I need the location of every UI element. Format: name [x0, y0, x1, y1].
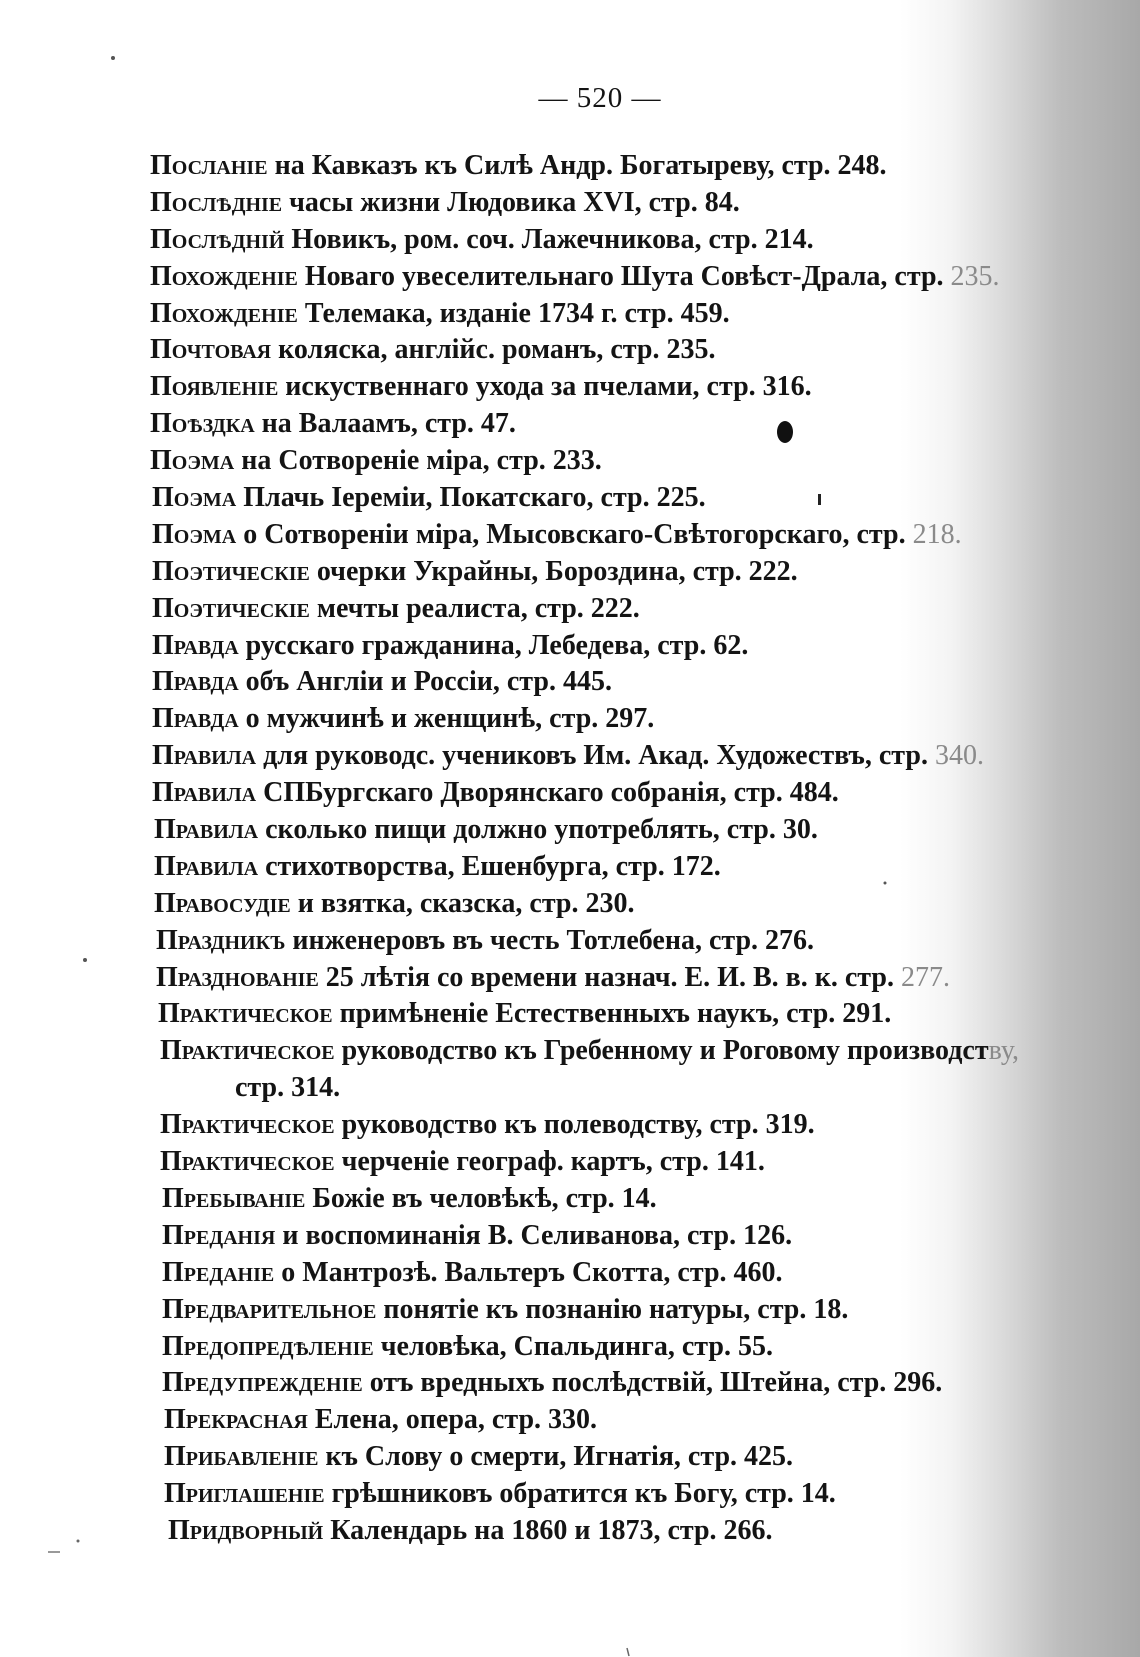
index-entry — [0, 738, 1140, 775]
entry-lead-word: Поэма — [150, 445, 235, 477]
index-entry — [0, 849, 1140, 886]
entry-text: о мужчинѣ и женщинѣ, стр. 297. — [238, 703, 655, 735]
entry-lead-word: Правосудіе — [154, 887, 291, 919]
entry-lead-word: Поэтическіе — [152, 555, 310, 587]
index-entry — [0, 222, 1140, 259]
entry-lead-word: Правда — [152, 666, 239, 698]
entry-lead-word: Почтовая — [150, 334, 272, 366]
index-entry — [0, 960, 1140, 997]
entry-lead-word: Пребываніе — [162, 1182, 306, 1214]
entry-lead-word: Практическое — [160, 1146, 335, 1178]
entry-lead-word: Появленіе — [150, 371, 279, 403]
entry-lead-word: Практическое — [158, 998, 333, 1030]
entry-text: понятіе къ познанію натуры, стр. 18. — [376, 1293, 849, 1325]
entry-page-ref-faded: 235. — [950, 260, 1000, 292]
entry-text: руководство къ полеводству, стр. 319. — [334, 1109, 815, 1141]
entry-text: стихотворства, Ешенбурга, стр. 172. — [258, 850, 721, 882]
index-entry — [0, 591, 1140, 628]
index-entry — [0, 775, 1140, 812]
entry-text: на Сотвореніе міра, стр. 233. — [234, 445, 602, 477]
index-entry — [0, 480, 1140, 517]
index-entry — [0, 554, 1140, 591]
index-entry — [0, 1439, 1140, 1476]
entry-text: часы жизни Людовика XVI, стр. 84. — [282, 186, 740, 218]
entry-text: на Валаамъ, стр. 47. — [254, 408, 516, 440]
index-entry — [0, 1513, 1140, 1550]
index-entry — [0, 1107, 1140, 1144]
entry-lead-word: Правила — [154, 850, 259, 882]
entry-text: объ Англіи и Россіи, стр. 445. — [238, 666, 612, 698]
index-entry — [0, 185, 1140, 222]
entry-text: русскаго гражданина, Лебедева, стр. 62. — [238, 629, 749, 661]
index-entry — [0, 1365, 1140, 1402]
entry-lead-word: Правила — [152, 740, 257, 772]
entry-text: для руководс. учениковъ Им. Акад. Художествъ, стр. — [256, 740, 935, 772]
index-entry — [0, 1255, 1140, 1292]
entry-text: искуственнаго ухода за пчелами, стр. 316. — [278, 371, 812, 403]
entry-text: Новаго увеселительнаго Шута Совѣст-Драла, стр. — [297, 260, 951, 292]
entry-text: и взятка, сказска, стр. 230. — [290, 887, 635, 919]
entry-lead-word: Придворный — [168, 1514, 324, 1546]
index-entries — [0, 148, 1140, 1550]
entry-text: на Кавказъ къ Силѣ Андр. Богатыреву, стр. 248. — [267, 150, 887, 181]
entry-text: о Сотвореніи міра, Мысовскаго-Свѣтогорскаго, стр. — [236, 518, 913, 550]
index-entry — [0, 1329, 1140, 1366]
entry-text: человѣка, Спальдинга, стр. 55. — [373, 1330, 773, 1362]
entry-text: Елена, опера, стр. 330. — [307, 1404, 598, 1436]
entry-text: Телемака, изданіе 1734 г. стр. 459. — [297, 297, 730, 329]
index-entry — [0, 1476, 1140, 1513]
entry-page-ref-faded: 277. — [900, 961, 950, 993]
entry-lead-word: Правда — [152, 629, 239, 661]
entry-page-ref-faded: 340. — [934, 740, 984, 772]
index-entry — [0, 296, 1140, 333]
entry-lead-word: Поѣздка — [150, 408, 255, 440]
entry-lead-word: Практическое — [160, 1035, 335, 1067]
entry-lead-word: Послѣдніе — [150, 186, 283, 218]
entry-text: 25 лѣтія со времени назнач. Е. И. В. в. к. стр. — [318, 961, 901, 993]
entry-lead-word: Послѣдній — [150, 223, 285, 255]
index-entry — [0, 886, 1140, 923]
entry-lead-word: Правила — [152, 777, 257, 809]
index-entry — [0, 996, 1140, 1033]
dust-speck — [111, 56, 115, 60]
entry-lead-word: Праздникъ — [156, 924, 286, 956]
index-entry — [0, 628, 1140, 665]
entry-text: Божіе въ человѣкѣ, стр. 14. — [305, 1182, 657, 1214]
entry-lead-word: Правда — [152, 703, 239, 735]
entry-page-ref-faded: ву, — [988, 1035, 1020, 1067]
index-entry — [0, 148, 1140, 185]
entry-lead-word: Преданія — [162, 1219, 276, 1251]
entry-lead-word: Предварительное — [162, 1293, 377, 1325]
entry-text: руководство къ Гребенному и Роговому производст — [334, 1035, 989, 1067]
index-entry — [0, 1292, 1140, 1329]
entry-text: грѣшниковъ обратится къ Богу, стр. 14. — [324, 1478, 836, 1510]
index-entry — [0, 259, 1140, 296]
entry-lead-word: Предопредѣленіе — [162, 1330, 374, 1362]
index-entry — [0, 812, 1140, 849]
entry-lead-word: Практическое — [160, 1109, 335, 1141]
index-entry — [0, 664, 1140, 701]
entry-text: очерки Украйны, Бороздина, стр. 222. — [309, 555, 798, 587]
entry-text: о Мантрозѣ. Вальтеръ Скотта, стр. 460. — [274, 1256, 783, 1288]
entry-lead-word: Предупрежденіе — [162, 1367, 363, 1399]
entry-text: Календарь на 1860 и 1873, стр. 266. — [323, 1514, 773, 1546]
entry-text: инженеровъ въ честь Тотлебена, стр. 276. — [285, 924, 815, 956]
entry-lead-word: Прекрасная — [164, 1404, 308, 1436]
index-entry — [0, 406, 1140, 443]
entry-text: черченіе географ. картъ, стр. 141. — [334, 1146, 765, 1178]
entry-lead-word: Посланіе — [150, 150, 268, 181]
index-entry — [0, 1181, 1140, 1218]
index-entry — [0, 332, 1140, 369]
entry-lead-word: Прибавленіе — [164, 1441, 319, 1473]
entry-text: СПБургскаго Дворянскаго собранія, стр. 484. — [256, 777, 839, 809]
entry-lead-word: Преданіе — [162, 1256, 275, 1288]
entry-text: къ Слову о смерти, Игнатія, стр. 425. — [318, 1441, 794, 1473]
entry-lead-word: Правила — [154, 814, 259, 846]
entry-text: мечты реалиста, стр. 222. — [309, 592, 640, 624]
index-entry — [0, 923, 1140, 960]
index-entry — [0, 701, 1140, 738]
index-entry — [0, 1402, 1140, 1439]
entry-text: сколько пищи должно употреблять, стр. 30. — [258, 814, 818, 846]
entry-continuation: стр. 314. — [235, 1072, 341, 1104]
entry-lead-word: Поэма — [152, 482, 237, 514]
index-entry — [0, 1033, 1140, 1107]
entry-lead-word: Поэтическіе — [152, 592, 310, 624]
index-entry — [0, 369, 1140, 406]
entry-text: коляска, англійс. романъ, стр. 235. — [271, 334, 716, 366]
index-entry — [0, 517, 1140, 554]
entry-lead-word: Празднованіе — [156, 961, 319, 993]
entry-lead-word: Похожденіе — [150, 297, 298, 329]
entry-page-ref-faded: 218. — [912, 518, 962, 550]
index-entry — [0, 1144, 1140, 1181]
entry-text: Новикъ, ром. соч. Лажечникова, стр. 214. — [284, 223, 814, 255]
entry-lead-word: Приглашеніе — [164, 1478, 325, 1510]
entry-text: отъ вредныхъ послѣдствій, Штейна, стр. 296. — [362, 1367, 943, 1399]
entry-text: Плачь Іереміи, Покатскаго, стр. 225. — [236, 482, 706, 514]
page-number: — 520 — — [538, 82, 662, 114]
entry-text: и воспоминанія В. Селиванова, стр. 126. — [275, 1219, 793, 1251]
entry-lead-word: Поэма — [152, 518, 237, 550]
dust-streak — [627, 1648, 629, 1656]
entry-lead-word: Похожденіе — [150, 260, 298, 292]
entry-text: примѣненіе Естественныхъ наукъ, стр. 291. — [332, 998, 892, 1030]
index-entry — [0, 1218, 1140, 1255]
index-entry — [0, 443, 1140, 480]
